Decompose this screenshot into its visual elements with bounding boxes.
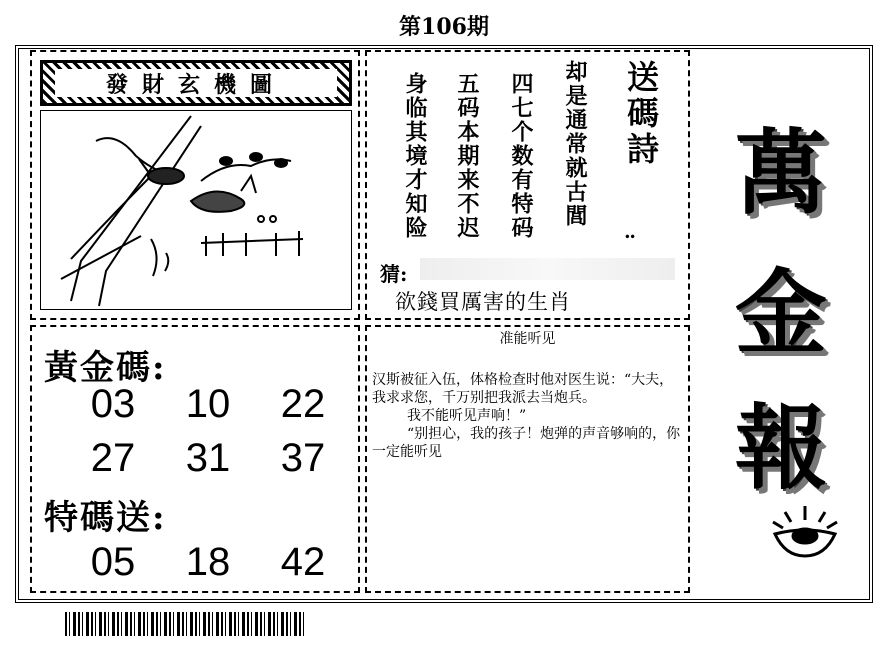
golden-number: 31 bbox=[185, 436, 231, 480]
brand-char-1: 萬 bbox=[735, 119, 828, 227]
special-number: 42 bbox=[280, 540, 326, 584]
golden-number: 03 bbox=[90, 382, 136, 426]
golden-number: 27 bbox=[90, 436, 136, 480]
poem-title: 送碼詩 bbox=[622, 60, 660, 168]
story-paragraph: 我不能听见声响！” bbox=[407, 408, 527, 424]
bird-drawing bbox=[41, 111, 351, 309]
special-number: 05 bbox=[90, 540, 136, 584]
poem-line-3: 五码本期来不迟 bbox=[454, 72, 480, 240]
poem-line-4: 身临其境才知险 bbox=[402, 72, 428, 240]
banner bbox=[40, 60, 352, 106]
story-title: 准能听见 bbox=[499, 331, 556, 347]
banner-title: 發財玄機圖 bbox=[55, 69, 337, 97]
golden-label: 黃金碼: bbox=[44, 348, 167, 388]
story-text bbox=[372, 371, 684, 461]
barcode bbox=[65, 612, 305, 636]
golden-number: 10 bbox=[185, 382, 231, 426]
guess-label: 猜: bbox=[380, 262, 408, 286]
brand-char-2: 金 bbox=[735, 259, 828, 367]
poem-line-2: 四七个数有特码 bbox=[508, 72, 534, 240]
guess-blank bbox=[420, 258, 675, 280]
poem-line-1: 却是通常就古閭 bbox=[562, 60, 588, 228]
story-paragraph: 汉斯被征入伍，体格检查时他对医生说：“大夫，我求求您，千万别把我派去当炮兵。 bbox=[372, 372, 674, 406]
gold-ingot-icon bbox=[765, 500, 845, 564]
golden-number: 22 bbox=[280, 382, 326, 426]
golden-number: 37 bbox=[280, 436, 326, 480]
story-paragraph: “别担心，我的孩子！炮弹的声音够响的，你一定能听见 bbox=[372, 426, 681, 460]
special-label: 特碼送: bbox=[44, 498, 167, 538]
bird-illustration bbox=[40, 110, 352, 310]
riddle-text: 欲錢買厲害的生肖 bbox=[395, 290, 571, 314]
colon-mark: ⠒ bbox=[623, 228, 638, 249]
brand-char-3: 報 bbox=[735, 394, 828, 502]
special-number: 18 bbox=[185, 540, 231, 584]
issue-title: 第106期 bbox=[399, 14, 489, 40]
